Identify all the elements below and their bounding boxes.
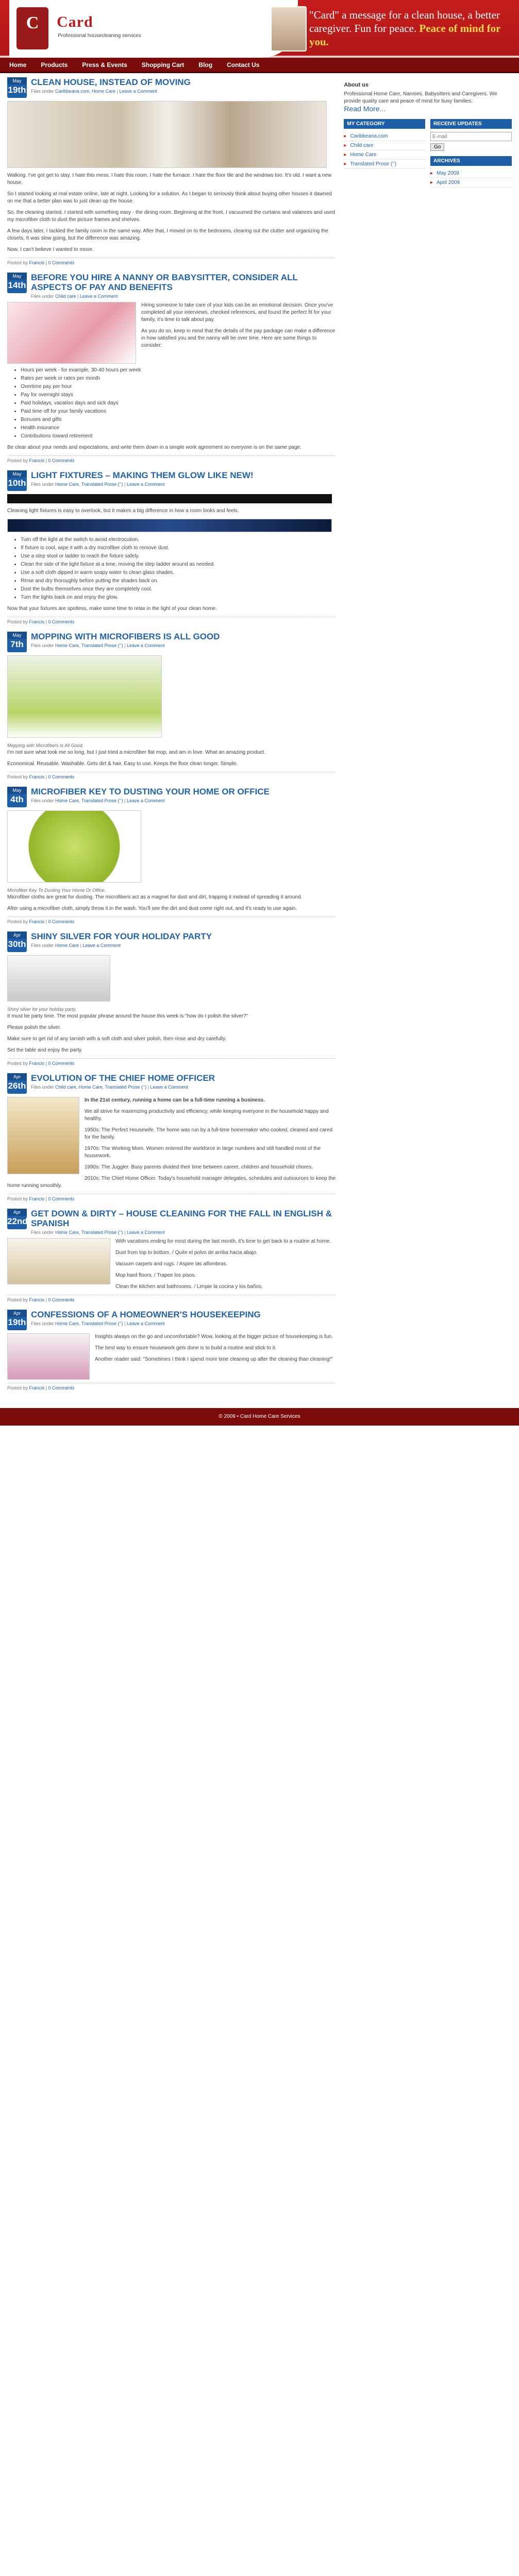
header-slogan — [309, 8, 513, 48]
post-paragraph: Now, I can't believe I wanted to move. — [7, 247, 94, 252]
post-title[interactable]: EVOLUTION OF THE CHIEF HOME OFFICER — [31, 1073, 215, 1083]
post-date — [7, 470, 27, 491]
newsletter-widget — [430, 119, 512, 188]
logo-letter: C — [26, 13, 39, 32]
posted-prefix: Posted by — [7, 619, 28, 624]
post-categories[interactable]: Home Care, Translated Prose (‘’) — [55, 482, 123, 487]
blog-post — [7, 273, 336, 463]
post-paragraph: Cleaning light fixtures is easy to overlook, but it makes a big difference in how a room looks and feels. — [7, 508, 239, 514]
post-date — [7, 1073, 27, 1094]
post-image — [7, 302, 136, 364]
list-item: • Turn the lights back on and enjoy the glow. — [21, 594, 336, 601]
post-date — [7, 77, 27, 98]
post-paragraph: A few days later, I tackled the family room in the same way. After that, I moved on to the bedrooms, clearing out the clutter and organizing the closets. It was slow going, but the difference was amazing. — [7, 228, 328, 241]
brand-tagline: Professional housecleaning services — [58, 33, 141, 39]
post-paragraph: So, the cleaning started. I started with something easy - the dining room. Beginning at the front, I vacuumed the curtains and valances and used my microfiber cloth to dust the picture frames and shelves. — [7, 210, 335, 223]
post-title[interactable]: CLEAN HOUSE, INSTEAD OF MOVING — [31, 77, 191, 87]
post-paragraph: Now that your fixtures are spotless, make some time to relax in the light of your clean home. — [7, 606, 217, 612]
post-footer: Posted by Francis | 0 Comments — [7, 258, 336, 265]
post-categories[interactable]: Home Care, Translated Prose (‘’) — [55, 1321, 123, 1326]
post-paragraph: Please polish the silver. — [7, 1025, 61, 1030]
post-meta: Files under Home Care, Translated Prose (‘’) | Leave a Comment — [31, 1230, 165, 1235]
post-list — [21, 536, 336, 601]
posted-prefix: Posted by — [7, 458, 28, 463]
blog-post — [7, 787, 336, 924]
post-author[interactable]: Francis — [29, 458, 45, 463]
meta-prefix: Files under — [31, 1321, 54, 1326]
leave-comment-link[interactable]: Leave a Comment — [126, 1321, 165, 1326]
posted-prefix: Posted by — [7, 1297, 28, 1302]
blog-post — [7, 1209, 336, 1302]
about-box — [344, 77, 512, 119]
post-paragraph: Insights always on the go and uncomfortable? Wow, looking at the bigger picture of housekeeping is fun. — [95, 1334, 333, 1340]
comments-link[interactable]: 0 Comments — [48, 1385, 75, 1391]
post-paragraph: Walking. I've got get to stay. I hate this mess. I hate this room. I hate the furnace. I hate the floor tile and the windows too. It's old. I want a new house. — [7, 173, 332, 185]
post-image — [7, 655, 162, 738]
logo-icon[interactable] — [16, 7, 48, 49]
post-list — [21, 367, 336, 440]
post-month: Apr — [7, 931, 27, 939]
widget-title: MY CATEGORY — [344, 119, 425, 129]
post-categories[interactable]: Child care — [55, 294, 76, 299]
comments-link[interactable]: 0 Comments — [48, 919, 75, 924]
post-author[interactable]: Francis — [29, 260, 45, 265]
meta-prefix: Files under — [31, 1230, 54, 1235]
post-date — [7, 1209, 27, 1229]
image-caption: Shiny silver for your holiday party. — [7, 1007, 77, 1012]
comments-link[interactable]: 0 Comments — [48, 1297, 75, 1302]
slogan-line-2: a better caregiver. — [309, 9, 500, 35]
blog-post — [7, 1310, 336, 1391]
meta-prefix: Files under — [31, 1084, 54, 1090]
blog-post — [7, 470, 336, 624]
leave-comment-link[interactable]: Leave a Comment — [82, 943, 121, 948]
blog-post — [7, 1073, 336, 1201]
blog-post — [7, 632, 336, 779]
post-title[interactable]: GET DOWN & DIRTY – HOUSE CLEANING FOR THE FALL IN ENGLISH & SPANISH — [31, 1209, 332, 1228]
post-date — [7, 931, 27, 952]
post-meta: Files under Child care | Leave a Comment — [31, 294, 118, 299]
post-month: May — [7, 77, 27, 84]
post-month: Apr — [7, 1209, 27, 1216]
meta-prefix: Files under — [31, 643, 54, 648]
post-author[interactable]: Francis — [29, 1196, 45, 1201]
post-meta: Files under Child care, Home Care, Translated Prose (‘’) | Leave a Comment — [31, 1084, 189, 1090]
post-paragraph: Economical. Reusable. Washable. Gets dirt & hair. Easy to use. Keeps the floor clean longer. Simple. — [7, 761, 238, 767]
post-title[interactable]: BEFORE YOU HIRE A NANNY OR BABYSITTER, CONSIDER ALL ASPECTS OF PAY AND BENEFITS — [31, 273, 298, 292]
header-photo — [271, 6, 307, 52]
post-meta: Files under Home Care, Translated Prose (‘’) | Leave a Comment — [31, 798, 165, 803]
list-item: • Rinse and dry thoroughly before putting the shades back on. — [21, 578, 336, 585]
list-item: • Paid holidays, vacation days and sick days — [21, 400, 336, 407]
list-item: • Bonuses and gifts — [21, 416, 336, 423]
post-footer: Posted by Francis | 0 Comments — [7, 772, 336, 779]
post-image — [7, 955, 110, 1002]
comments-link[interactable]: 0 Comments — [48, 1061, 75, 1066]
post-meta: Files under Caribbeana.com, Home Care | Leave a Comment — [31, 89, 157, 94]
post-footer: Posted by Francis | 0 Comments — [7, 1058, 336, 1066]
post-paragraph: With vacations ending for most during the last month, it's time to get back to a routine at home. — [115, 1239, 331, 1244]
post-day: 14th — [8, 280, 26, 290]
comments-link[interactable]: 0 Comments — [48, 260, 75, 265]
list-item: • Contributions toward retirement — [21, 433, 336, 440]
post-month: May — [7, 470, 27, 478]
post-date — [7, 632, 27, 652]
post-month: Apr — [7, 1310, 27, 1317]
list-item: • Turn off the light at the switch to avoid electrocution. — [21, 536, 336, 544]
leave-comment-link[interactable]: Leave a Comment — [150, 1084, 189, 1090]
meta-prefix: Files under — [31, 943, 54, 948]
post-image — [7, 810, 141, 883]
slogan-highlight: Peace of mind for you. — [309, 22, 501, 48]
posted-prefix: Posted by — [7, 260, 28, 265]
slogan-line-3: Fun for peace. — [354, 22, 417, 35]
post-footer: Posted by Francis | 0 Comments — [7, 1194, 336, 1201]
category-link[interactable]: ▸ Translated Prose (‘’) — [344, 160, 425, 169]
blog-post — [7, 77, 336, 265]
post-paragraph: 1990s: The Juggler. Busy parents divided their time between career, children and household chores. — [85, 1164, 313, 1170]
post-paragraph: I'm not sure what took me so long, but I just tried a microfiber flat mop, and am in love. What an amazing product. — [7, 750, 266, 755]
meta-prefix: Files under — [31, 798, 54, 803]
archive-link[interactable]: ▸ April 2009 — [430, 178, 512, 188]
leave-comment-link[interactable]: Leave a Comment — [79, 294, 118, 299]
widget-title: ARCHIVES — [430, 156, 512, 166]
post-month: May — [7, 273, 27, 280]
brand-name[interactable]: Card — [57, 13, 93, 30]
post-date — [7, 1310, 27, 1330]
post-paragraph: 1970s: The Working Mom. Women entered the workforce in large numbers and still handled most of the housework. — [85, 1146, 321, 1159]
comments-link[interactable]: 0 Comments — [48, 619, 75, 624]
post-title[interactable]: CONFESSIONS OF A HOMEOWNER'S HOUSEKEEPING — [31, 1310, 261, 1319]
nav-home[interactable]: Home — [9, 61, 27, 69]
site-header — [0, 0, 519, 58]
category-link[interactable]: ▸ Home Care — [344, 150, 425, 160]
post-image — [7, 101, 327, 168]
post-meta: Files under Home Care, Translated Prose (‘’) | Leave a Comment — [31, 1321, 165, 1326]
post-day: 22nd — [7, 1216, 28, 1226]
post-paragraph: It must be party time. The most popular phrase around the house this week is "how do I polish the silver?" — [7, 1013, 248, 1019]
list-item: • Dust the bulbs themselves once they are completely cool. — [21, 586, 336, 593]
post-author[interactable]: Francis — [29, 1061, 45, 1066]
post-date — [7, 273, 27, 293]
post-paragraph: Clean the kitchen and bathrooms. / Limpie la cocina y los baños. — [115, 1284, 263, 1290]
post-categories[interactable]: Home Care, Translated Prose (‘’) — [55, 643, 123, 648]
post-paragraph: Set the table and enjoy the party. — [7, 1047, 83, 1053]
list-item: • Rates per week or rates per month — [21, 375, 336, 382]
widget-title: RECEIVE UPDATES — [430, 119, 512, 129]
meta-prefix: Files under — [31, 89, 54, 94]
post-categories[interactable]: Home Care, Translated Prose (‘’) — [55, 1230, 123, 1235]
post-categories[interactable]: Home Care — [55, 943, 79, 948]
post-author[interactable]: Francis — [29, 619, 45, 624]
post-paragraph: Hiring someone to take care of your kids can be an emotional decision. Once you've completed all your interviews, checked references, and found the perfect fit for your family, it's time to talk about pay. — [141, 302, 333, 323]
post-day: 30th — [8, 939, 26, 949]
list-item: • Hours per week - for example, 30-40 hours per week — [21, 367, 336, 374]
list-item: • Clean the side of the light fixture at a time, moving the step ladder around as needed. — [21, 561, 336, 568]
post-meta: Files under Home Care, Translated Prose (‘’) | Leave a Comment — [31, 482, 165, 487]
post-paragraph: We all strive for maximizing productivity and efficiency, while keeping everyone in the household happy and healthy. — [85, 1109, 329, 1122]
post-day: 19th — [8, 85, 26, 95]
post-image — [7, 519, 332, 532]
meta-prefix: Files under — [31, 294, 54, 299]
list-item: • Use a soft cloth dipped in warm soapy water to clean glass shades. — [21, 569, 336, 577]
post-month: Apr — [7, 1073, 27, 1080]
list-item: • Paid time off for your family vacations — [21, 408, 336, 415]
leave-comment-link[interactable]: Leave a Comment — [119, 89, 157, 94]
posted-prefix: Posted by — [7, 774, 28, 779]
leave-comment-link[interactable]: Leave a Comment — [126, 1230, 165, 1235]
post-month: May — [7, 632, 27, 639]
nav-contact-us[interactable]: Contact Us — [227, 61, 260, 69]
post-meta: Files under Home Care | Leave a Comment — [31, 943, 121, 948]
post-paragraph: Microfiber cloths are great for dusting. The microfibers act as a magnet for dust and dirt, trapping it instead of spreading it around. — [7, 894, 303, 900]
image-caption: Mopping with Microfibers Is All Good. — [7, 743, 84, 748]
post-categories[interactable]: Home Care, Translated Prose (‘’) — [55, 798, 123, 803]
about-title: About us — [344, 82, 369, 88]
post-paragraph: After using a microfiber cloth, simply throw it in the wash. You'll see the dirt and dust come right out, and it's ready to use again. — [7, 906, 297, 911]
main-nav — [0, 58, 519, 73]
post-date — [7, 787, 27, 807]
post-image — [7, 1238, 110, 1284]
list-item: • Use a step stool or ladder to reach the fixture safely. — [21, 553, 336, 560]
leave-comment-link[interactable]: Leave a Comment — [126, 798, 165, 803]
about-text: Professional Home Care, Nannies, Babysitters and Caregivers. We provide quality care and peace of mind for busy families. — [344, 91, 497, 104]
post-categories[interactable]: Caribbeana.com, Home Care — [55, 89, 116, 94]
post-author[interactable]: Francis — [29, 1385, 45, 1391]
post-title[interactable]: MOPPING WITH MICROFIBERS IS ALL GOOD — [31, 632, 220, 641]
sidebar — [344, 77, 512, 1398]
site-footer: © 2009 • Card Home Care Services — [0, 1408, 519, 1426]
post-title[interactable]: MICROFIBER KEY TO DUSTING YOUR HOME OR OFFICE — [31, 787, 270, 796]
post-footer: Posted by Francis | 0 Comments — [7, 455, 336, 463]
categories-widget — [344, 119, 425, 188]
post-author[interactable]: Francis — [29, 774, 45, 779]
meta-prefix: Files under — [31, 482, 54, 487]
posted-prefix: Posted by — [7, 919, 28, 924]
post-title[interactable]: SHINY SILVER FOR YOUR HOLIDAY PARTY — [31, 931, 212, 941]
post-paragraph: As you do so, keep in mind that the details of the pay package can make a difference in how satisfied you and the nanny will be over time. Here are some things to consider: — [141, 328, 336, 348]
post-paragraph: So I started looking at real estate online, late at night. Looking for a solution. As I began to seriously think about buying other houses it dawned on me that a better plan was to just clean up the house. — [7, 191, 332, 204]
post-categories[interactable]: Child care, Home Care, Translated Prose (‘’) — [55, 1084, 147, 1090]
post-day: 4th — [10, 794, 24, 804]
post-month: May — [7, 787, 27, 794]
list-item: • Overtime pay per hour — [21, 383, 336, 391]
post-lead: In the 21st century, running a home can be a full-time running a business. — [85, 1097, 265, 1103]
post-author[interactable]: Francis — [29, 1297, 45, 1302]
post-meta: Files under Home Care, Translated Prose (‘’) | Leave a Comment — [31, 643, 165, 648]
posted-prefix: Posted by — [7, 1196, 28, 1201]
leave-comment-link[interactable]: Leave a Comment — [126, 482, 165, 487]
image-caption: Microfiber Key To Dusting Your Home Or Office. — [7, 888, 106, 893]
nav-products[interactable]: Products — [41, 61, 68, 69]
category-link[interactable]: ▸ Child care — [344, 141, 425, 150]
posted-prefix: Posted by — [7, 1061, 28, 1066]
list-item: • Health insurance — [21, 425, 336, 432]
archive-link[interactable]: ▸ May 2009 — [430, 169, 512, 178]
email-input[interactable] — [430, 132, 512, 141]
comments-link[interactable]: 0 Comments — [48, 1196, 75, 1201]
post-paragraph: Another reader said: "Sometimes I think I spend more time cleaning up after the cleaning than cleaning!" — [95, 1357, 333, 1362]
post-paragraph: 2010s: The Chief Home Officer. Today's household manager delegates, schedules and outsources to keep the home running smoothly. — [7, 1176, 336, 1189]
post-paragraph: The best way to ensure housework gets done is to build a routine and stick to it. — [95, 1345, 277, 1351]
post-footer: Posted by Francis | 0 Comments — [7, 617, 336, 624]
post-image — [7, 1097, 79, 1174]
post-paragraph: 1950s: The Perfect Housewife. The home was run by a full-time homemaker who cooked, cleaned and cared for the family. — [85, 1127, 333, 1140]
post-footer: Posted by Francis | 0 Comments — [7, 917, 336, 924]
main-content — [7, 77, 336, 1398]
post-paragraph: Vacuum carpets and rugs. / Aspire las alfombras. — [115, 1261, 228, 1267]
post-day: 7th — [10, 639, 24, 649]
post-image — [7, 1333, 90, 1380]
post-day: 10th — [8, 478, 26, 488]
logo-ribbon — [9, 0, 298, 58]
post-day: 19th — [8, 1317, 26, 1327]
leave-comment-link[interactable]: Leave a Comment — [126, 643, 165, 648]
post-paragraph: Mop hard floors. / Trapee los pisos. — [115, 1273, 196, 1278]
post-paragraph: Dust from top to bottom. / Quite el polvo de arriba hacia abajo. — [115, 1250, 258, 1256]
comments-link[interactable]: 0 Comments — [48, 774, 75, 779]
post-paragraph: Be clear about your needs and expectations, and write them down in a simple work agreement so everyone is on the same page. — [7, 445, 302, 450]
list-item: • If fixture is cool, wipe it with a dry microfiber cloth to remove dust. — [21, 545, 336, 552]
posted-prefix: Posted by — [7, 1385, 28, 1391]
slogan-line-1: "Card" a message for a clean house, — [309, 9, 465, 21]
comments-link[interactable]: 0 Comments — [48, 458, 75, 463]
nav-shopping-cart[interactable]: Shopping Cart — [141, 61, 185, 69]
category-link[interactable]: ▸ Caribbeana.com — [344, 132, 425, 141]
post-footer: Posted by Francis | 0 Comments — [7, 1295, 336, 1302]
list-item: • Pay for overnight stays — [21, 392, 336, 399]
post-title[interactable]: LIGHT FIXTURES – MAKING THEM GLOW LIKE NEW! — [31, 470, 254, 480]
read-more-link[interactable]: Read More... — [344, 105, 386, 113]
post-author[interactable]: Francis — [29, 919, 45, 924]
post-footer: Posted by Francis | 0 Comments — [7, 1383, 336, 1391]
subscribe-button[interactable]: Go — [430, 143, 444, 151]
post-day: 26th — [8, 1081, 26, 1091]
post-paragraph: Make sure to get rid of any tarnish with a soft cloth and silver polish, then rinse and dry carefully. — [7, 1036, 227, 1042]
nav-press-events[interactable]: Press & Events — [82, 61, 127, 69]
post-image — [7, 494, 332, 503]
blog-post — [7, 931, 336, 1066]
nav-blog[interactable]: Blog — [198, 61, 213, 69]
